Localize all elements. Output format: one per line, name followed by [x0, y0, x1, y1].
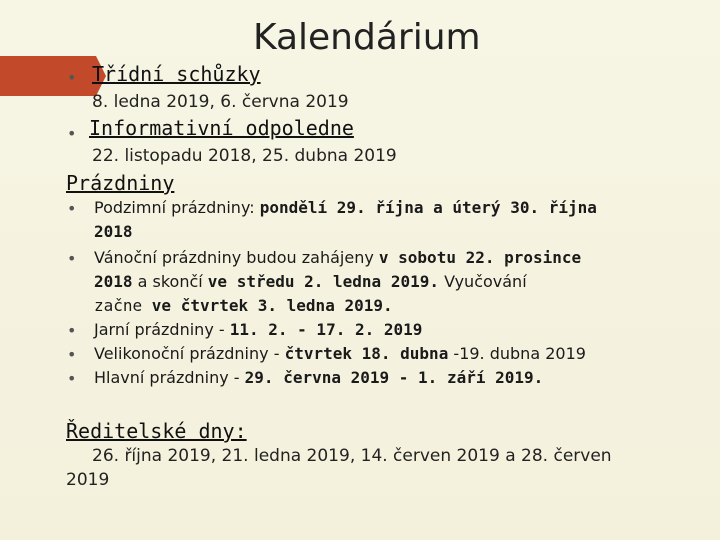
meetings-dates: 8. ledna 2019, 6. června 2019 — [92, 92, 349, 112]
bullet-icon: • — [67, 321, 77, 340]
holiday-date: ve středu 2. ledna 2019. — [207, 272, 439, 291]
holiday-date: pondělí 29. října a úterý 30. října — [259, 198, 597, 217]
holidays-heading: Prázdniny — [66, 171, 175, 195]
holiday-date: ve čtvrtek 3. ledna 2019. — [151, 296, 393, 315]
holiday-item — [94, 246, 581, 270]
director-dates-cont: 2019 — [66, 470, 110, 490]
holiday-text: Velikonoční prázdniny - — [94, 344, 285, 363]
holiday-item — [94, 196, 597, 220]
holiday-item — [94, 318, 422, 342]
holiday-text: Vyučování — [438, 272, 527, 291]
slide-title: Kalendárium — [253, 17, 481, 58]
bullet-icon: • — [67, 68, 77, 87]
holiday-text: Jarní prázdniny - — [94, 320, 230, 339]
holiday-text: Vánoční prázdniny budou zahájeny — [94, 248, 379, 267]
director-heading: Ředitelské dny: — [66, 419, 247, 443]
holiday-date: 11. 2. - 17. 2. 2019 — [229, 320, 423, 339]
info-dates: 22. listopadu 2018, 25. dubna 2019 — [92, 146, 397, 166]
bullet-icon: • — [67, 199, 77, 218]
bullet-icon: • — [67, 345, 77, 364]
holiday-date: čtvrtek 18. dubna — [284, 344, 449, 363]
bullet-icon: • — [67, 249, 77, 268]
holiday-text: Hlavní prázdniny - — [94, 368, 245, 387]
holiday-date: 29. června 2019 - 1. září 2019. — [244, 368, 544, 387]
holiday-text: Podzimní prázdniny: — [94, 198, 260, 217]
holiday-text: a skončí — [132, 272, 208, 291]
holiday-date: v sobotu 22. prosince — [378, 248, 582, 267]
holiday-item-cont — [94, 294, 393, 318]
accent-bar — [0, 56, 96, 96]
bullet-icon: • — [67, 369, 77, 388]
holiday-item — [94, 342, 586, 366]
holiday-date: 2018 — [94, 222, 133, 241]
holiday-item — [94, 366, 543, 390]
holiday-text: začne — [94, 296, 152, 315]
meetings-heading: Třídní schůzky — [92, 62, 261, 86]
holiday-date: 2018 — [94, 272, 133, 291]
info-heading: Informativní odpoledne — [89, 116, 354, 140]
holiday-item-cont — [94, 270, 527, 294]
holiday-text: -19. dubna 2019 — [448, 344, 586, 363]
director-dates: 26. října 2019, 21. ledna 2019, 14. červen 2019 a 28. červen — [92, 446, 612, 466]
bullet-icon: • — [67, 124, 77, 143]
